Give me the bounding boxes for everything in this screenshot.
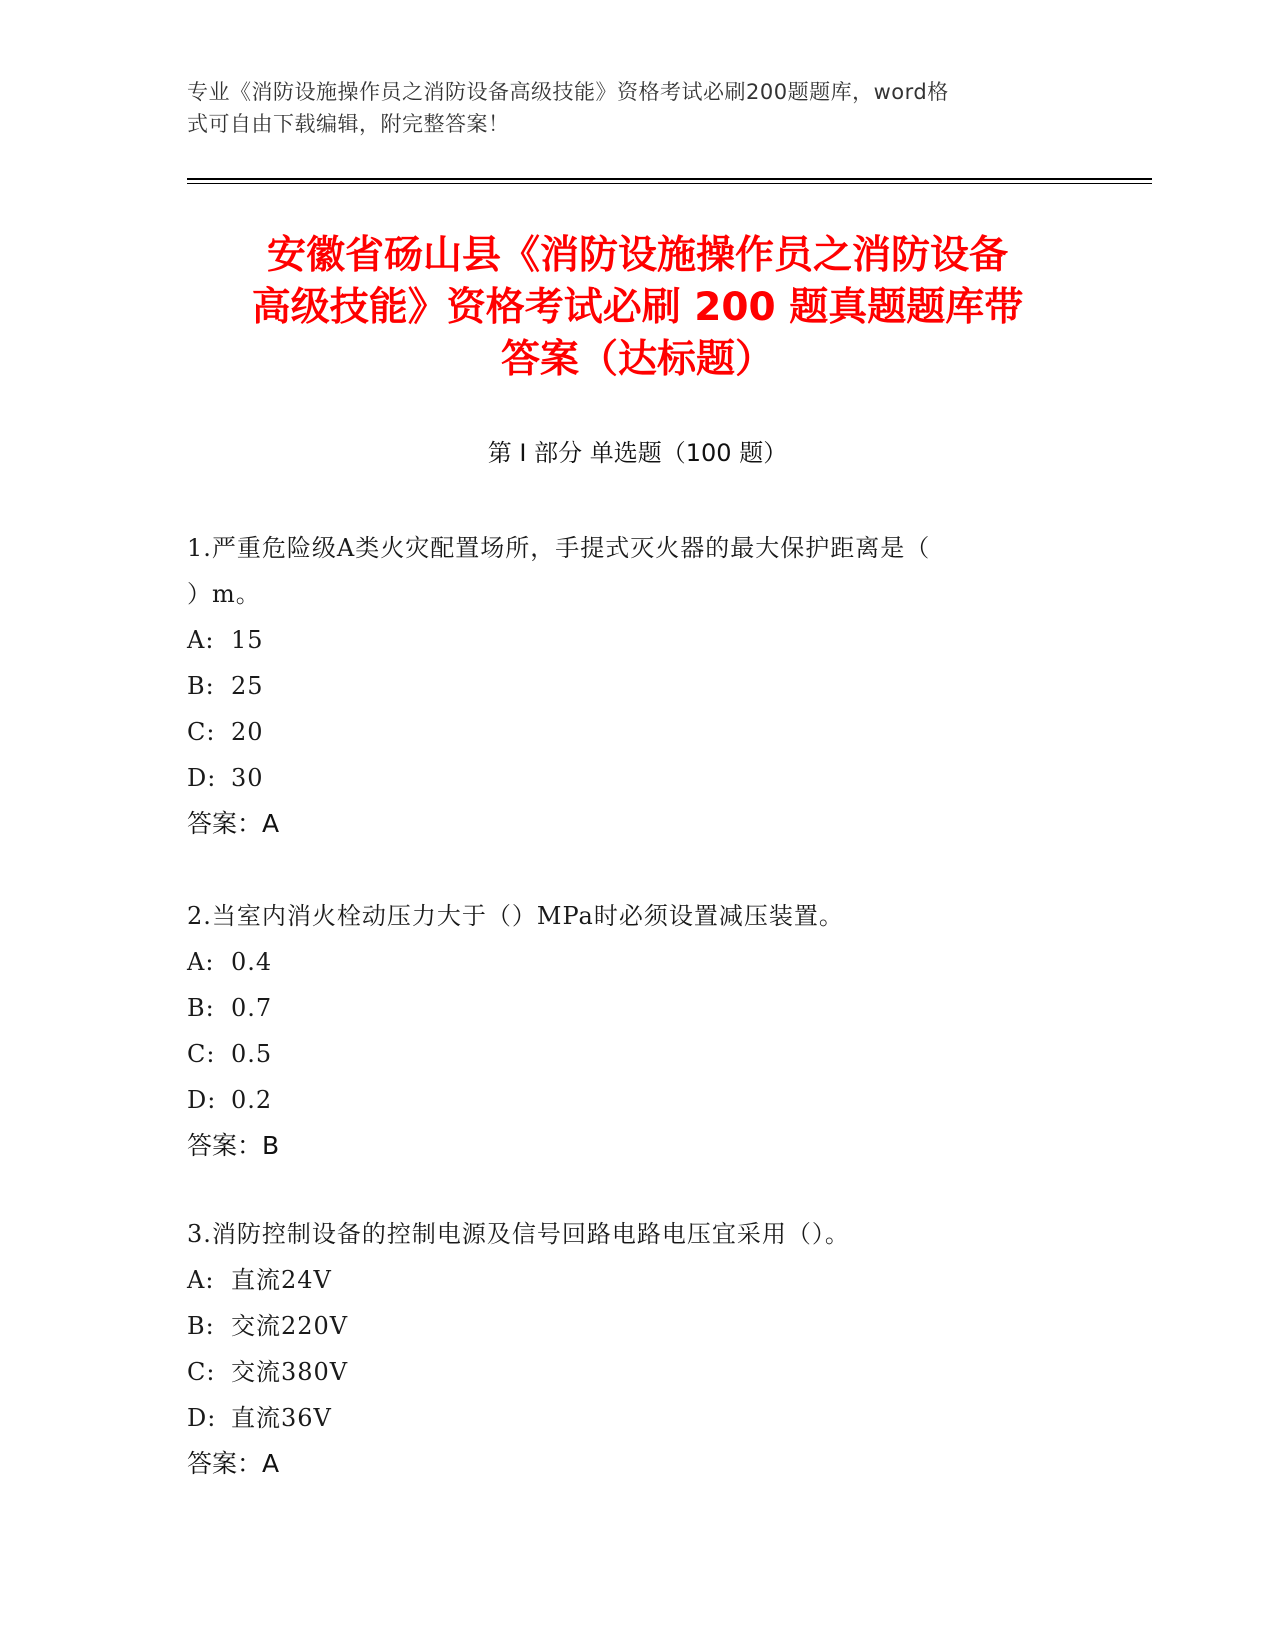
section-heading: 第 I 部分 单选题（100 题） [487,439,788,467]
option-text: 15 [231,626,264,654]
option-c [187,709,1067,755]
header-divider-thick [187,178,1152,180]
option-text: 直流24V [231,1266,332,1294]
answer-line: 答案：A [187,809,280,838]
option-text: 交流220V [231,1312,349,1340]
option-b [187,985,1067,1031]
question-stem-continued: ）m。 [187,580,261,608]
option-text: 0.7 [231,994,273,1022]
option-b [187,1303,1067,1349]
option-key: A: [187,626,215,654]
option-text: 30 [231,764,264,792]
question-1 [187,525,1067,847]
title-line-3: 答案（达标题） [500,337,774,382]
option-text: 0.4 [231,948,273,976]
option-d [187,755,1067,801]
question-stem: 1.严重危险级A类火灾配置场所，手提式灭火器的最大保护距离是（ [187,534,931,562]
option-key: C: [187,1040,216,1068]
question-stem: 2.当室内消火栓动压力大于（）MPa时必须设置减压装置。 [187,902,844,930]
option-text: 0.2 [231,1086,273,1114]
option-c [187,1031,1067,1077]
option-text: 0.5 [231,1040,273,1068]
option-c [187,1349,1067,1395]
option-key: B: [187,672,215,700]
answer-line: 答案：A [187,1449,280,1478]
answer-line: 答案：B [187,1131,280,1160]
document-title [150,230,1125,386]
option-text: 20 [231,718,264,746]
question-stem: 3.消防控制设备的控制电源及信号回路电路电压宜采用（）。 [187,1220,850,1248]
title-line-2: 高级技能》资格考试必刷 200 题真题题库带 [251,285,1024,330]
question-3 [187,1211,1067,1487]
header-note-line-1: 专业《消防设施操作员之消防设备高级技能》资格考试必刷200题题库，word格 [187,80,949,104]
header-note [187,76,1067,140]
option-a [187,617,1067,663]
option-key: A: [187,1266,215,1294]
option-key: B: [187,1312,215,1340]
option-text: 交流380V [231,1358,349,1386]
question-2 [187,893,1067,1169]
option-key: C: [187,1358,216,1386]
option-key: D: [187,1086,217,1114]
option-key: D: [187,1404,217,1432]
title-line-1: 安徽省砀山县《消防设施操作员之消防设备 [266,233,1008,278]
option-key: C: [187,718,216,746]
header-note-line-2: 式可自由下载编辑，附完整答案！ [187,112,510,136]
option-text: 25 [231,672,264,700]
option-d [187,1077,1067,1123]
option-a [187,1257,1067,1303]
option-key: B: [187,994,215,1022]
option-d [187,1395,1067,1441]
option-b [187,663,1067,709]
header-divider-thin [187,183,1152,184]
option-key: A: [187,948,215,976]
option-a [187,939,1067,985]
option-text: 直流36V [231,1404,332,1432]
option-key: D: [187,764,217,792]
